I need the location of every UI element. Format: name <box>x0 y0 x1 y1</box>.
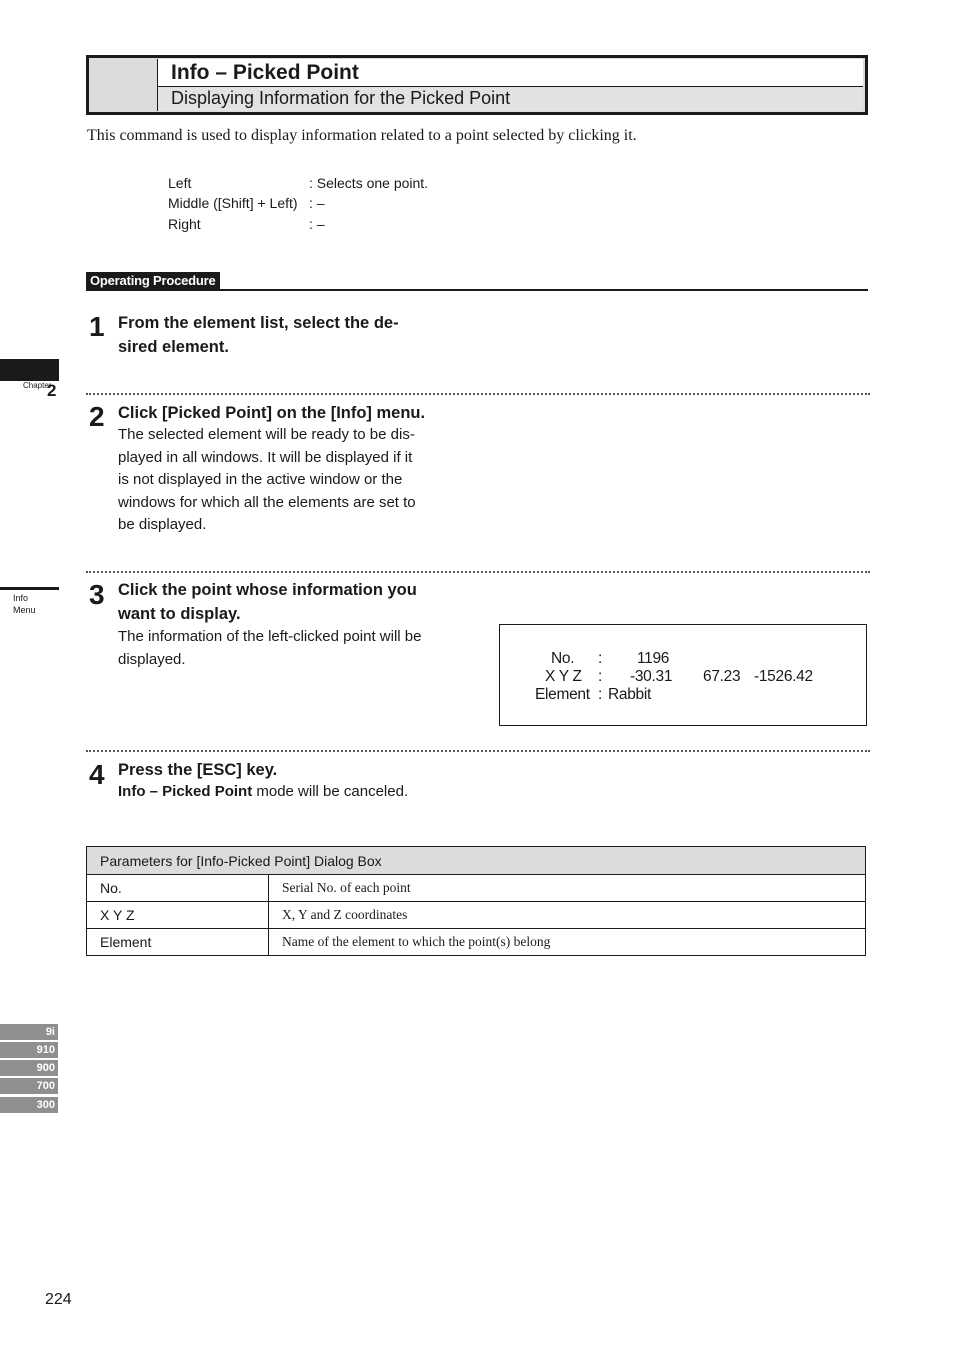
button-right-value: : – <box>309 216 325 232</box>
step-heading: Press the [ESC] key. <box>118 761 278 779</box>
step-body-line: The selected element will be ready to be dis- <box>118 426 415 443</box>
step-number: 4 <box>89 759 105 790</box>
page-subtitle: Displaying Information for the Picked Point <box>158 87 863 111</box>
step-body <box>118 781 618 804</box>
step-number: 2 <box>89 401 105 432</box>
param-desc: Serial No. of each point <box>269 875 866 902</box>
model-tab: 300 <box>0 1097 58 1113</box>
title-inner <box>157 59 863 111</box>
chapter-number: 2 <box>47 381 57 400</box>
step-body-line: windows for which all the elements are set to <box>118 493 416 511</box>
param-desc: X, Y and Z coordinates <box>269 902 866 929</box>
table-header-row <box>87 847 866 875</box>
readout-no-label: No. <box>551 650 575 667</box>
table-row <box>87 929 866 956</box>
table-row <box>87 875 866 902</box>
table-caption: Parameters for [Info-Picked Point] Dialog Box <box>87 847 866 875</box>
chapter-label: Chapter <box>23 381 52 390</box>
step-heading-line: want to display. <box>118 605 241 623</box>
readout-xyz-sep: : <box>598 668 603 685</box>
readout-no-sep: : <box>598 650 603 667</box>
menu-tab-rule <box>0 587 59 590</box>
button-middle-label: Middle ([Shift] + Left) <box>168 195 298 211</box>
readout-z-value: -1526.42 <box>754 668 813 685</box>
readout-element-value: Rabbit <box>608 686 652 703</box>
intro-text: This command is used to display information related to a point selected by clicking it. <box>87 127 637 144</box>
model-tab: 9i <box>0 1024 58 1040</box>
step-body-line: be displayed. <box>118 516 207 533</box>
readout-element-label: Element <box>535 686 590 703</box>
button-left-value: : Selects one point. <box>309 175 429 191</box>
model-tab: 700 <box>0 1078 58 1094</box>
step-body-line: played in all windows. It will be displayed if it <box>118 448 413 466</box>
table-row <box>87 902 866 929</box>
menu-tab-line: Info <box>13 593 29 603</box>
menu-tab-label <box>13 592 53 616</box>
title-box <box>86 55 868 115</box>
page-number: 224 <box>45 1291 72 1308</box>
step-heading <box>118 578 458 626</box>
param-name: No. <box>87 875 269 902</box>
chapter-tab <box>0 359 59 381</box>
button-left-label: Left <box>168 175 192 191</box>
picked-point-readout <box>499 624 867 726</box>
page-title: Info – Picked Point <box>158 59 863 87</box>
model-tab: 910 <box>0 1042 58 1058</box>
readout-no-value: 1196 <box>637 650 670 667</box>
step-heading-line: Click the point whose information you <box>118 581 417 599</box>
dotted-divider <box>86 750 870 752</box>
step-body-bold: Info – Picked Point <box>118 783 253 800</box>
readout-xyz-label: X Y Z <box>545 668 582 685</box>
button-middle-value: : – <box>309 195 325 211</box>
step-heading-line: From the element list, select the de- <box>118 314 399 332</box>
param-desc: Name of the element to which the point(s) belong <box>269 929 866 956</box>
parameters-table <box>86 846 866 956</box>
step-body-rest: mode will be canceled. <box>252 783 409 800</box>
dotted-divider <box>86 393 870 395</box>
step-heading: Click [Picked Point] on the [Info] menu. <box>118 404 426 422</box>
step-body-line: The information of the left-clicked point will be <box>118 628 422 645</box>
readout-x-value: -30.31 <box>630 668 673 685</box>
menu-tab-line: Menu <box>13 605 36 615</box>
step-body <box>118 424 463 537</box>
model-tab: 900 <box>0 1060 58 1076</box>
step-number: 1 <box>89 311 105 342</box>
step-number: 3 <box>89 579 105 610</box>
readout-y-value: 67.23 <box>703 668 741 685</box>
section-label: Operating Procedure <box>86 272 220 290</box>
step-body <box>118 626 463 671</box>
param-name: X Y Z <box>87 902 269 929</box>
dotted-divider <box>86 571 870 573</box>
button-right-label: Right <box>168 216 201 232</box>
param-name: Element <box>87 929 269 956</box>
step-heading <box>118 311 458 359</box>
step-body-line: is not displayed in the active window or the <box>118 471 403 488</box>
readout-element-sep: : <box>598 686 603 703</box>
step-body-line: displayed. <box>118 650 186 668</box>
step-heading-line: sired element. <box>118 338 229 356</box>
